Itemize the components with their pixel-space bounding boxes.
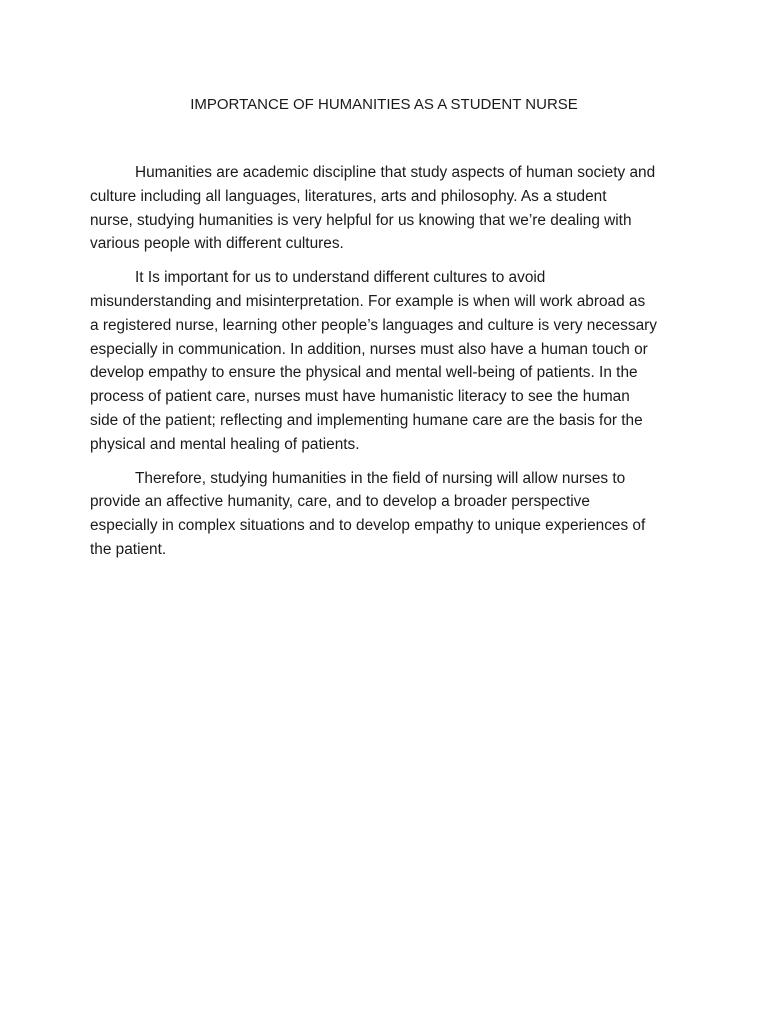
paragraph-line: physical and mental healing of patients. bbox=[90, 435, 360, 453]
paragraph-line: It Is important for us to understand different cultures to avoid bbox=[135, 269, 546, 287]
paragraph-line: a registered nurse, learning other people’s languages and culture is very necessary bbox=[90, 316, 657, 334]
paragraph-line: culture including all languages, literatures, arts and philosophy. As a student bbox=[90, 187, 607, 205]
paragraph-line: misunderstanding and misinterpretation. For example is when will work abroad as bbox=[90, 292, 646, 310]
paragraph-line: Humanities are academic discipline that study aspects of human society and bbox=[135, 164, 656, 181]
paragraph-line: various people with different cultures. bbox=[90, 235, 344, 253]
document-title: IMPORTANCE OF HUMANITIES AS A STUDENT NURSE bbox=[190, 96, 578, 113]
paragraph-line: provide an affective humanity, care, and to develop a broader perspective bbox=[90, 493, 590, 511]
paragraph-line: the patient. bbox=[90, 540, 167, 558]
paragraph-3 bbox=[90, 467, 682, 562]
paragraph-1 bbox=[90, 161, 682, 256]
paragraph-line: especially in communication. In addition, nurses must also have a human touch or bbox=[90, 340, 648, 358]
paragraph-line: side of the patient; reflecting and implementing humane care are the basis for the bbox=[90, 411, 643, 429]
document-body bbox=[90, 161, 682, 572]
paragraph-2 bbox=[90, 266, 682, 456]
paragraph-line: nurse, studying humanities is very helpful for us knowing that we’re dealing with bbox=[90, 211, 632, 229]
paragraph-line: develop empathy to ensure the physical and mental well-being of patients. In the bbox=[90, 364, 638, 382]
paragraph-line: process of patient care, nurses must have humanistic literacy to see the human bbox=[90, 388, 630, 406]
paragraph-line: Therefore, studying humanities in the field of nursing will allow nurses to bbox=[135, 469, 626, 487]
paragraph-line: especially in complex situations and to develop empathy to unique experiences of bbox=[90, 517, 646, 535]
